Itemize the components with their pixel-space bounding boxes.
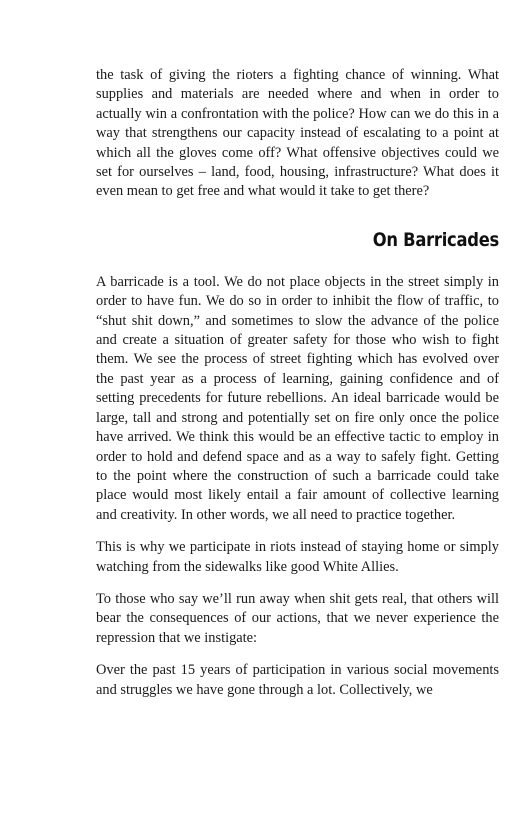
- document-page: [96, 66, 499, 700]
- body-paragraph: A barricade is a tool. We do not place objects in the street simply in order to have fun. We do so in order to inhibit the flow of traffic, to “shut shit down,” and sometimes to slow the advance of the police and create a situation of greater safety for those who wish to fight them. We see the process of street fighting which has evolved over the past year as a process of learning, gaining confidence and of setting precedents for future rebellions. An ideal barricade would be large, tall and strong and potentially set on fire only once the police have arrived. We think this would be an effective tactic to employ in order to hold and defend space and as a way to safely fight. Getting to the point where the construction of such a barricade could take place would most likely entail a fair amount of collective learning and creativity. In other words, we all need to practice together.: [96, 273, 499, 523]
- section-heading: On Barricades: [372, 228, 499, 251]
- intro-paragraph: the task of giving the rioters a fighting chance of winning. What supplies and materials are needed where and when in order to actually win a confrontation with the police? How can we do this in a way that strengthens our capacity instead of escalating to a point at which all the gloves come off? What offensive objectives could we set for ourselves – land, food, housing, infrastructure? What does it even mean to get free and what would it take to get there?: [96, 67, 499, 200]
- body-paragraph: Over the past 15 years of participation in various social movements and struggles we have gone through a lot. Collectively, we: [96, 662, 499, 698]
- body-paragraph: To those who say we’ll run away when shit gets real, that others will bear the consequences of our actions, that we never experience the repression that we instigate:: [96, 590, 499, 646]
- body-paragraph: This is why we participate in riots instead of staying home or simply watching from the sidewalks like good White Allies.: [96, 539, 499, 575]
